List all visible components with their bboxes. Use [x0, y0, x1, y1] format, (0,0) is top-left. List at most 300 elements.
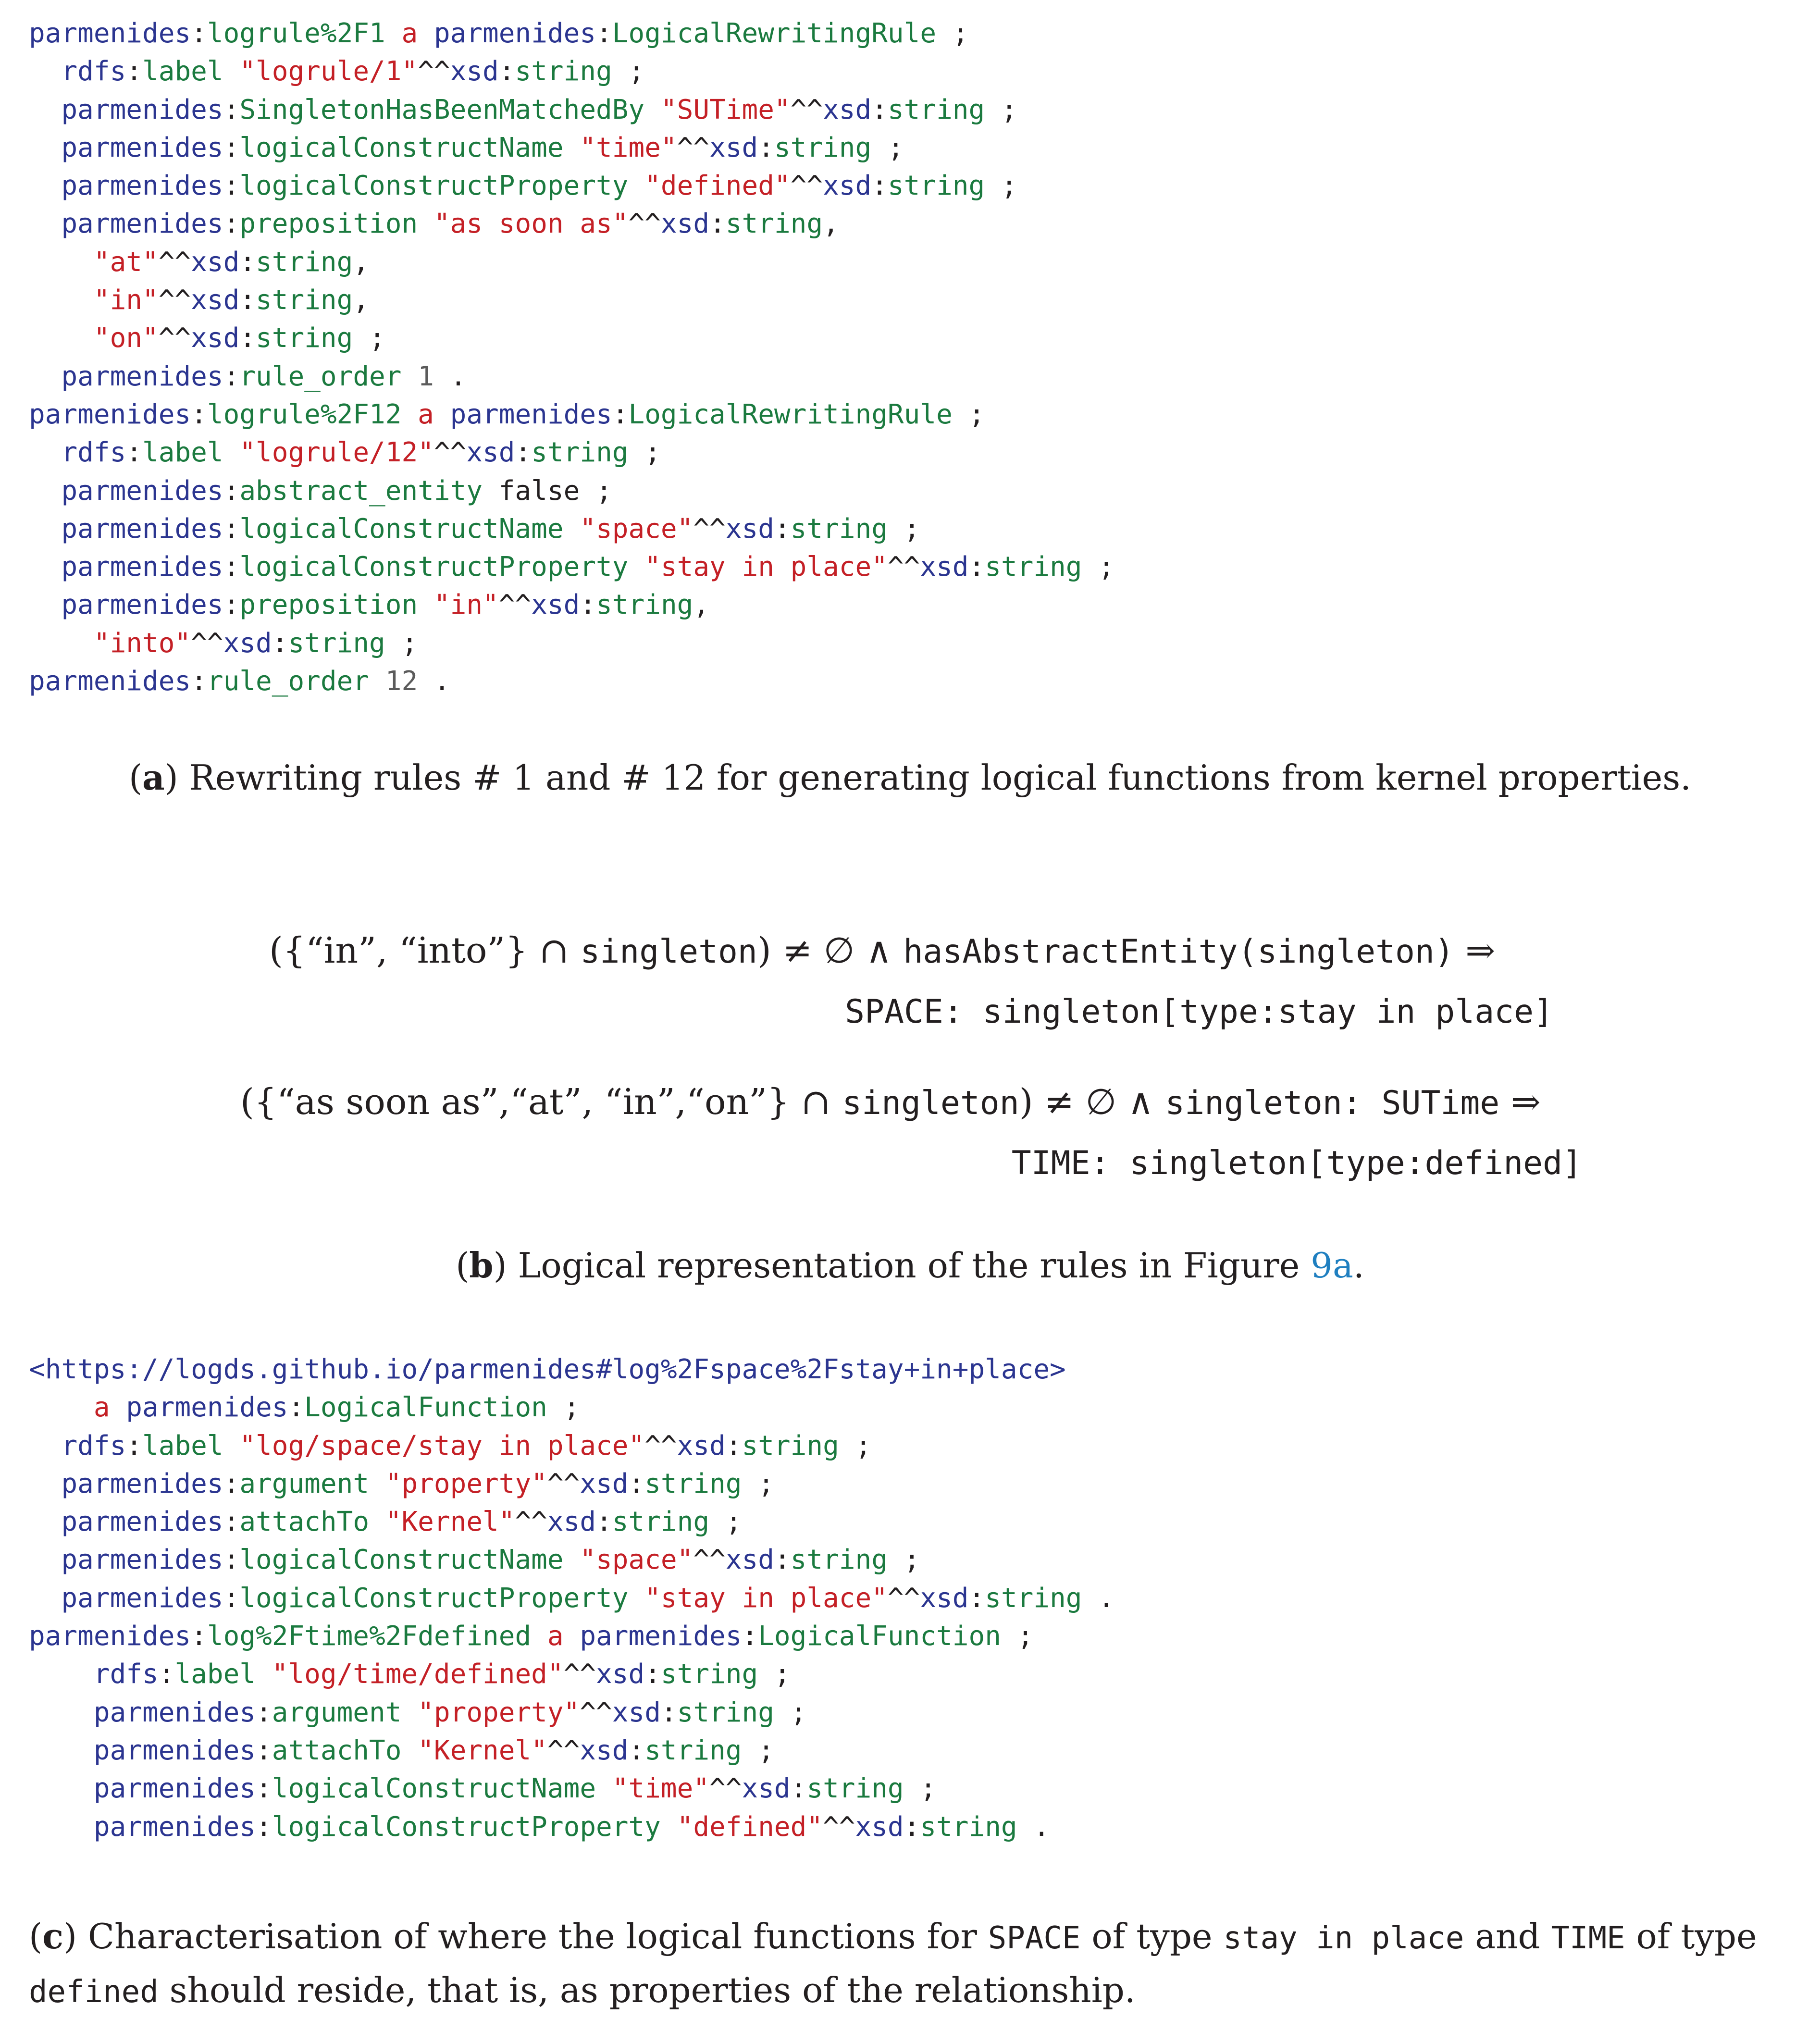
code-token: "stay in place" [644, 1582, 888, 1614]
code-line [29, 1770, 1114, 1808]
code-token: : [223, 94, 240, 125]
code-token: parmenides [450, 398, 612, 430]
code-token: SingletonHasBeenMatchedBy [239, 94, 645, 125]
code-token [29, 589, 61, 620]
code-token [29, 437, 61, 468]
code-token: xsd [709, 132, 758, 163]
code-line [29, 662, 1114, 700]
code-token [401, 1697, 418, 1728]
code-token: . [1017, 1811, 1050, 1843]
code-token [29, 1583, 61, 1614]
code-token [223, 437, 240, 468]
code-token: ^^ [823, 1811, 855, 1843]
code-token [401, 399, 418, 430]
code-token: : [239, 285, 256, 316]
code-token: a [93, 1392, 110, 1424]
caption-a-text: Rewriting rules # 1 and # 12 for generating logical functions from kernel properties. [178, 757, 1692, 798]
code-token: ^^ [515, 1506, 547, 1538]
code-token: LogicalFunction [758, 1621, 1001, 1652]
code-token: string [596, 589, 693, 621]
code-token: "space" [580, 513, 693, 545]
code-token: rule_order [239, 360, 402, 392]
code-token: parmenides [61, 1468, 223, 1499]
code-token: xsd [531, 589, 580, 621]
code-token [628, 551, 644, 582]
code-token [369, 1506, 385, 1537]
code-token: "in" [93, 285, 159, 316]
code-token: : [628, 1734, 645, 1766]
code-token: ; [952, 398, 985, 430]
code-token: : [709, 208, 726, 240]
code-token: parmenides [29, 398, 191, 430]
code-token [223, 56, 240, 87]
code-token: ^^ [498, 589, 532, 621]
code-token: string [725, 208, 823, 240]
code-token [29, 1506, 61, 1537]
code-token: ; [742, 1734, 774, 1766]
code-token: preposition [239, 208, 418, 240]
code-token: parmenides [61, 1506, 223, 1538]
code-token: "Kernel" [418, 1734, 547, 1766]
code-token [434, 399, 450, 430]
code-token: ^^ [158, 322, 191, 354]
code-token: rdfs [93, 1659, 159, 1690]
code-token: ; [385, 627, 418, 659]
code-token: logicalConstructProperty [272, 1811, 661, 1843]
code-token [29, 56, 61, 87]
code-token: parmenides [61, 1582, 223, 1614]
code-line [29, 1350, 1114, 1388]
code-token: rdfs [61, 56, 126, 87]
code-line [29, 1579, 1114, 1617]
code-token: ; [887, 1544, 920, 1576]
code-token: ; [709, 1506, 742, 1538]
code-token: parmenides [93, 1734, 256, 1766]
code-token: a [547, 1621, 564, 1652]
code-token: : [256, 1811, 272, 1843]
code-token: : [871, 94, 888, 125]
code-line [29, 1388, 1114, 1426]
code-token [401, 1735, 418, 1766]
code-token: logrule%2F1 [207, 18, 385, 49]
code-token: xsd [823, 170, 872, 202]
formula-1-line-2: SPACE: singleton[type:stay in place] [845, 993, 1553, 1031]
code-token: xsd [191, 285, 240, 316]
code-token: string [790, 1544, 888, 1576]
code-token: : [126, 56, 143, 87]
code-token: parmenides [93, 1773, 256, 1805]
caption-a-tag: a [142, 757, 165, 798]
code-token: parmenides [61, 170, 223, 202]
code-token: rule_order [207, 666, 370, 697]
code-token [29, 628, 94, 659]
code-line [29, 1808, 1114, 1846]
code-token [418, 208, 434, 239]
code-token: ^^ [677, 132, 710, 163]
code-token: LogicalFunction [304, 1392, 547, 1424]
code-token: rdfs [61, 437, 126, 469]
code-token: : [126, 437, 143, 469]
code-token: parmenides [61, 94, 223, 125]
code-token [29, 247, 94, 278]
code-token [644, 94, 661, 125]
code-token [29, 208, 61, 239]
code-token [29, 513, 61, 545]
code-token: : [256, 1773, 272, 1805]
code-line [29, 624, 1114, 662]
code-token: : [256, 1734, 272, 1766]
code-token: ; [871, 132, 904, 163]
code-token: xsd [466, 437, 515, 469]
code-token: "property" [385, 1468, 547, 1499]
code-token [29, 475, 61, 507]
code-line [29, 14, 1114, 52]
code-token: : [272, 627, 288, 659]
code-token: string [256, 285, 353, 316]
code-token: string [515, 56, 612, 87]
code-token: parmenides [580, 1621, 742, 1652]
code-token: : [223, 589, 240, 621]
code-token: : [628, 1468, 645, 1499]
code-token: : [968, 1582, 985, 1614]
code-token: : [596, 18, 612, 49]
code-token [369, 666, 385, 697]
code-token [29, 132, 61, 163]
code-token: xsd [547, 1506, 596, 1538]
code-token: : [223, 1582, 240, 1614]
code-token [628, 170, 644, 201]
code-token: "SUTime" [660, 94, 791, 125]
code-token: : [191, 666, 207, 697]
code-token: a [401, 18, 418, 49]
code-line [29, 548, 1114, 586]
code-token: : [158, 1659, 175, 1690]
code-token: ; [839, 1430, 872, 1461]
code-line [29, 205, 1114, 243]
code-token [29, 1735, 94, 1766]
code-token: ^^ [644, 1430, 677, 1461]
code-token: ^^ [158, 285, 191, 316]
code-token: abstract_entity [239, 475, 483, 507]
code-token [29, 361, 61, 392]
code-token: ; [353, 322, 385, 354]
code-token: parmenides [433, 18, 596, 49]
code-token: ; [612, 56, 645, 87]
code-token: xsd [191, 322, 240, 354]
code-token: label [142, 56, 223, 87]
formula-2-line-2: TIME: singleton[type:defined] [1011, 1144, 1582, 1182]
code-token: ^^ [563, 1659, 596, 1690]
code-token: parmenides [61, 1544, 223, 1576]
code-token: . [433, 360, 467, 392]
code-token: : [904, 1811, 920, 1843]
code-token: "log/space/stay in place" [239, 1430, 645, 1461]
code-token: "logrule/12" [239, 437, 434, 469]
code-token: ^^ [158, 246, 191, 278]
code-token: : [742, 1621, 758, 1652]
code-token [596, 1773, 612, 1804]
code-token: xsd [450, 56, 499, 87]
code-token: string [920, 1811, 1017, 1843]
code-token: parmenides [61, 132, 223, 163]
code-token: xsd [920, 1582, 969, 1614]
code-token [29, 551, 61, 582]
code-token: string [660, 1659, 758, 1690]
code-token: logicalConstructName [239, 132, 564, 163]
code-token: : [223, 170, 240, 202]
code-token: "defined" [644, 170, 791, 202]
code-line [29, 319, 1114, 357]
code-token: parmenides [61, 551, 223, 583]
caption-a: (a) Rewriting rules # 1 and # 12 for generating logical functions from kernel properties. [128, 757, 1692, 798]
code-token: parmenides [61, 208, 223, 240]
code-token [29, 1544, 61, 1575]
figure-ref-link[interactable]: 9a [1311, 1245, 1353, 1286]
code-token: rdfs [61, 1430, 126, 1461]
code-token: parmenides [29, 18, 191, 49]
code-token: string [790, 513, 888, 545]
code-token [628, 1583, 644, 1614]
code-token: parmenides [93, 1696, 256, 1728]
code-token: "stay in place" [644, 551, 888, 583]
code-token: logrule%2F12 [207, 398, 402, 430]
code-token: ^^ [790, 94, 823, 125]
code-token [418, 589, 434, 620]
code-token: logicalConstructName [272, 1773, 596, 1805]
code-token: string [677, 1696, 774, 1728]
code-token: : [223, 1468, 240, 1499]
code-token: : [774, 1544, 791, 1576]
code-token: : [239, 322, 256, 354]
code-token: ^^ [790, 170, 823, 202]
code-block-c [29, 1350, 1114, 1846]
code-token: string [985, 1582, 1082, 1614]
code-line [29, 1465, 1114, 1503]
code-token [29, 1430, 61, 1461]
code-line [29, 52, 1114, 90]
caption-b-tag: b [469, 1245, 494, 1286]
code-token: ; [774, 1696, 807, 1728]
code-token: : [191, 18, 207, 49]
code-token: logicalConstructProperty [239, 551, 629, 583]
code-line [29, 1655, 1114, 1693]
code-token [418, 18, 434, 49]
code-token: parmenides [61, 475, 223, 507]
formula-1-line-1: ({“in”, “into”} ∩ singleton) ≠ ∅ ∧ hasAbstractEntity(singleton) ⇒ [269, 930, 1496, 971]
code-token: : [256, 1696, 272, 1728]
code-token: preposition [239, 589, 418, 621]
code-line [29, 243, 1114, 281]
code-token: string [806, 1773, 904, 1805]
code-token: logicalConstructName [239, 1544, 564, 1576]
code-token: parmenides [93, 1811, 256, 1843]
code-token: LogicalRewritingRule [628, 398, 953, 430]
code-token [29, 1697, 94, 1728]
caption-c-tag: c [42, 1916, 63, 1956]
code-token: ^^ [547, 1734, 580, 1766]
code-token: string [887, 94, 985, 125]
code-token: string [612, 1506, 710, 1538]
code-token: : [596, 1506, 612, 1538]
code-token: ^^ [693, 1544, 726, 1576]
code-token: parmenides [61, 360, 223, 392]
code-token: xsd [191, 246, 240, 278]
code-line [29, 433, 1114, 471]
code-token: logicalConstructName [239, 513, 564, 545]
code-token: xsd [660, 208, 710, 240]
code-line [29, 1541, 1114, 1579]
code-token [401, 361, 418, 392]
code-token: string [887, 170, 985, 202]
code-token: ; [985, 94, 1017, 125]
code-token: : [580, 589, 596, 621]
code-token [29, 322, 94, 354]
code-token: attachTo [272, 1734, 402, 1766]
code-token: . [418, 666, 450, 697]
code-token: ; [742, 1468, 774, 1499]
code-token: ^^ [547, 1468, 580, 1499]
code-token [564, 1544, 580, 1575]
code-token: : [223, 475, 240, 507]
code-token: , [693, 589, 710, 621]
code-token: logicalConstructProperty [239, 170, 629, 202]
code-token: string [256, 246, 353, 278]
code-token: ; [1082, 551, 1114, 583]
code-token: "in" [433, 589, 499, 621]
code-token: : [223, 132, 240, 163]
code-token [564, 513, 580, 545]
code-token: : [871, 170, 888, 202]
code-token: : [191, 1621, 207, 1652]
code-token: ^^ [191, 627, 223, 659]
code-token: xsd [855, 1811, 904, 1843]
code-token: "at" [93, 246, 159, 278]
code-token [29, 1468, 61, 1499]
code-token: "log/time/defined" [272, 1659, 564, 1690]
code-token: ; [1001, 1621, 1034, 1652]
code-token: ^^ [693, 513, 726, 545]
code-token: ^^ [628, 208, 661, 240]
code-token: ; [547, 1392, 580, 1424]
code-token: parmenides [126, 1392, 288, 1424]
code-token [29, 285, 94, 316]
code-token: ; [887, 513, 920, 545]
code-token: , [353, 285, 370, 316]
code-token: argument [239, 1468, 370, 1499]
caption-b: (b) Logical representation of the rules in Figure 9a. [456, 1245, 1364, 1286]
code-token [223, 1430, 240, 1461]
code-token: ; [628, 437, 661, 469]
code-token: : [223, 208, 240, 240]
code-token: : [239, 246, 256, 278]
code-token [564, 1621, 580, 1652]
code-token: xsd [223, 627, 272, 659]
code-token: : [644, 1659, 661, 1690]
code-token: "property" [418, 1696, 580, 1728]
code-token [564, 132, 580, 163]
code-line [29, 91, 1114, 129]
code-token [110, 1392, 126, 1423]
code-block-a [29, 14, 1114, 700]
code-token: string [288, 627, 385, 659]
code-token: "space" [580, 1544, 693, 1576]
code-token: false ; [483, 475, 612, 507]
code-token [661, 1811, 677, 1843]
code-token: xsd [612, 1696, 661, 1728]
code-token: : [223, 1544, 240, 1576]
code-line [29, 281, 1114, 319]
code-token: ; [758, 1659, 791, 1690]
code-token: xsd [580, 1468, 629, 1499]
code-line [29, 129, 1114, 167]
code-line [29, 358, 1114, 396]
code-line [29, 1617, 1114, 1655]
code-token: ^^ [887, 551, 920, 583]
code-token: ^^ [887, 1582, 920, 1614]
caption-c: (c) Characterisation of where the logical functions for SPACE of type stay in place and TIME of type defined should reside, that is, as properties of the relationship. [29, 1916, 1757, 2010]
code-token: ^^ [418, 56, 450, 87]
code-line [29, 1503, 1114, 1541]
code-token: <https://logds.github.io/parmenides#log%2Fspace%2Fstay+in+place> [29, 1354, 1066, 1385]
code-token: string [774, 132, 872, 163]
code-token: string [644, 1468, 742, 1499]
code-token: "logrule/1" [239, 56, 418, 87]
code-token: "Kernel" [385, 1506, 515, 1538]
code-token: ; [904, 1773, 937, 1805]
code-token: string [256, 322, 353, 354]
code-token: : [725, 1430, 742, 1461]
formula-2-line-1: ({“as soon as”,“at”, “in”,“on”} ∩ singleton) ≠ ∅ ∧ singleton: SUTime ⇒ [240, 1081, 1541, 1123]
code-token: : [223, 360, 240, 392]
code-token: "as soon as" [433, 208, 629, 240]
code-line [29, 1427, 1114, 1465]
code-token [29, 1773, 94, 1804]
code-token: argument [272, 1696, 402, 1728]
code-token: logicalConstructProperty [239, 1582, 629, 1614]
code-line [29, 396, 1114, 433]
code-token: "time" [580, 132, 677, 163]
code-token: : [660, 1696, 677, 1728]
code-token: 1 [418, 360, 434, 392]
code-token: : [790, 1773, 807, 1805]
code-line [29, 1732, 1114, 1770]
code-token: : [288, 1392, 305, 1424]
code-token: : [612, 398, 629, 430]
code-token: label [174, 1659, 256, 1690]
code-token: : [126, 1430, 143, 1461]
code-line [29, 1694, 1114, 1732]
code-token: xsd [580, 1734, 629, 1766]
code-token: parmenides [61, 513, 223, 545]
code-token: parmenides [29, 666, 191, 697]
code-token: : [515, 437, 532, 469]
code-token: ; [936, 18, 969, 49]
code-token: ; [985, 170, 1017, 202]
code-token: label [142, 437, 223, 469]
code-token [256, 1659, 272, 1690]
code-token: "into" [93, 627, 191, 659]
code-token: : [223, 1506, 240, 1538]
code-token: string [644, 1734, 742, 1766]
code-token: xsd [596, 1659, 645, 1690]
code-token: attachTo [239, 1506, 370, 1538]
code-token: , [353, 246, 370, 278]
code-token: "time" [612, 1773, 710, 1805]
code-line [29, 510, 1114, 548]
code-token: ^^ [580, 1696, 612, 1728]
code-token: string [742, 1430, 839, 1461]
code-token: : [498, 56, 515, 87]
